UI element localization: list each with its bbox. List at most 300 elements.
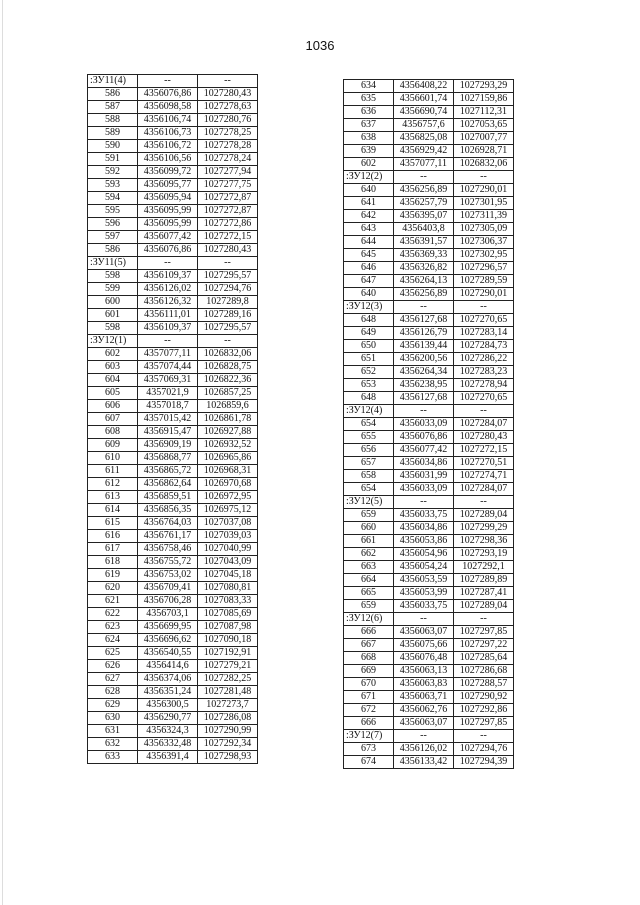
- x-coordinate-cell: 4356699,95: [138, 621, 198, 634]
- table-row: [88, 608, 258, 621]
- y-coordinate-cell: 1027278,24: [198, 153, 258, 166]
- y-coordinate-cell: 1027306,37: [454, 236, 514, 249]
- y-coordinate-cell: 1026822,36: [198, 374, 258, 387]
- x-coordinate-cell: 4356238,95: [394, 379, 454, 392]
- point-number-cell: 597: [88, 231, 138, 244]
- y-coordinate-cell: 1027273,7: [198, 699, 258, 712]
- x-coordinate-cell: --: [138, 335, 198, 348]
- x-coordinate-cell: 4356126,79: [394, 327, 454, 340]
- point-number-cell: 612: [88, 478, 138, 491]
- table-row: [344, 197, 514, 210]
- table-row: [88, 543, 258, 556]
- y-coordinate-cell: --: [198, 75, 258, 88]
- table-row: [344, 509, 514, 522]
- point-number-cell: 626: [88, 660, 138, 673]
- x-coordinate-cell: 4356033,75: [394, 509, 454, 522]
- point-number-cell: 650: [344, 340, 394, 353]
- y-coordinate-cell: 1027289,8: [198, 296, 258, 309]
- table-row: [344, 574, 514, 587]
- table-row: [88, 348, 258, 361]
- x-coordinate-cell: 4356764,03: [138, 517, 198, 530]
- table-row: [88, 88, 258, 101]
- x-coordinate-cell: 4356076,86: [138, 88, 198, 101]
- y-coordinate-cell: 1026859,6: [198, 400, 258, 413]
- x-coordinate-cell: 4356391,4: [138, 751, 198, 764]
- table-row: [88, 725, 258, 738]
- y-coordinate-cell: 1027045,18: [198, 569, 258, 582]
- y-coordinate-cell: 1027272,15: [454, 444, 514, 457]
- y-coordinate-cell: 1027283,23: [454, 366, 514, 379]
- point-number-cell: 634: [344, 80, 394, 93]
- x-coordinate-cell: 4356126,02: [138, 283, 198, 296]
- x-coordinate-cell: --: [394, 301, 454, 314]
- point-number-cell: 594: [88, 192, 138, 205]
- y-coordinate-cell: 1027280,43: [198, 88, 258, 101]
- table-row: [88, 621, 258, 634]
- point-number-cell: :ЗУ12(4): [344, 405, 394, 418]
- point-number-cell: 614: [88, 504, 138, 517]
- y-coordinate-cell: 1026832,06: [454, 158, 514, 171]
- point-number-cell: 620: [88, 582, 138, 595]
- table-row: [344, 548, 514, 561]
- table-row: [344, 288, 514, 301]
- table-row: [344, 210, 514, 223]
- point-number-cell: 642: [344, 210, 394, 223]
- point-number-cell: :ЗУ11(5): [88, 257, 138, 270]
- table-row: [344, 522, 514, 535]
- table-row: [88, 283, 258, 296]
- table-row: [344, 639, 514, 652]
- x-coordinate-cell: 4356063,71: [394, 691, 454, 704]
- x-coordinate-cell: 4356264,13: [394, 275, 454, 288]
- point-number-cell: 599: [88, 283, 138, 296]
- x-coordinate-cell: 4356033,09: [394, 418, 454, 431]
- point-number-cell: 596: [88, 218, 138, 231]
- table-row: [88, 491, 258, 504]
- x-coordinate-cell: 4356127,68: [394, 314, 454, 327]
- point-number-cell: 589: [88, 127, 138, 140]
- point-number-cell: 604: [88, 374, 138, 387]
- y-coordinate-cell: 1027270,51: [454, 457, 514, 470]
- x-coordinate-cell: 4356391,57: [394, 236, 454, 249]
- table-row: [344, 145, 514, 158]
- x-coordinate-cell: --: [394, 496, 454, 509]
- table-row: [88, 75, 258, 88]
- point-number-cell: 671: [344, 691, 394, 704]
- x-coordinate-cell: 4356324,3: [138, 725, 198, 738]
- x-coordinate-cell: 4357069,31: [138, 374, 198, 387]
- x-coordinate-cell: 4356326,82: [394, 262, 454, 275]
- x-coordinate-cell: 4356127,68: [394, 392, 454, 405]
- x-coordinate-cell: 4356095,94: [138, 192, 198, 205]
- y-coordinate-cell: 1027037,08: [198, 517, 258, 530]
- x-coordinate-cell: 4356696,62: [138, 634, 198, 647]
- point-number-cell: :ЗУ12(1): [88, 335, 138, 348]
- point-number-cell: 632: [88, 738, 138, 751]
- point-number-cell: 657: [344, 457, 394, 470]
- x-coordinate-cell: 4356540,55: [138, 647, 198, 660]
- y-coordinate-cell: 1027286,08: [198, 712, 258, 725]
- table-row: [88, 465, 258, 478]
- y-coordinate-cell: --: [454, 730, 514, 743]
- y-coordinate-cell: --: [454, 171, 514, 184]
- table-row: [344, 483, 514, 496]
- x-coordinate-cell: 4356758,46: [138, 543, 198, 556]
- x-coordinate-cell: 4356761,17: [138, 530, 198, 543]
- x-coordinate-cell: 4356862,64: [138, 478, 198, 491]
- point-number-cell: 669: [344, 665, 394, 678]
- x-coordinate-cell: 4356703,1: [138, 608, 198, 621]
- table-row: [344, 756, 514, 769]
- y-coordinate-cell: 1027280,43: [454, 431, 514, 444]
- y-coordinate-cell: 1027292,34: [198, 738, 258, 751]
- table-row: [344, 717, 514, 730]
- point-number-cell: 630: [88, 712, 138, 725]
- y-coordinate-cell: 1027302,95: [454, 249, 514, 262]
- y-coordinate-cell: 1027272,86: [198, 218, 258, 231]
- y-coordinate-cell: 1027298,36: [454, 535, 514, 548]
- table-row: [344, 600, 514, 613]
- point-number-cell: 598: [88, 270, 138, 283]
- x-coordinate-cell: 4356868,77: [138, 452, 198, 465]
- x-coordinate-cell: 4356033,09: [394, 483, 454, 496]
- table-row: [344, 587, 514, 600]
- y-coordinate-cell: 1026975,12: [198, 504, 258, 517]
- x-coordinate-cell: 4356332,48: [138, 738, 198, 751]
- point-number-cell: 649: [344, 327, 394, 340]
- y-coordinate-cell: 1027192,91: [198, 647, 258, 660]
- x-coordinate-cell: 4357021,9: [138, 387, 198, 400]
- table-row: [344, 691, 514, 704]
- point-number-cell: 586: [88, 244, 138, 257]
- table-row: [88, 686, 258, 699]
- x-coordinate-cell: 4356109,37: [138, 270, 198, 283]
- table-row: [344, 301, 514, 314]
- table-row: [88, 387, 258, 400]
- point-number-cell: 651: [344, 353, 394, 366]
- point-number-cell: 640: [344, 288, 394, 301]
- table-row: [344, 457, 514, 470]
- y-coordinate-cell: 1027292,86: [454, 704, 514, 717]
- x-coordinate-cell: 4356111,01: [138, 309, 198, 322]
- point-number-cell: 619: [88, 569, 138, 582]
- y-coordinate-cell: 1027278,28: [198, 140, 258, 153]
- point-number-cell: 621: [88, 595, 138, 608]
- x-coordinate-cell: 4356139,44: [394, 340, 454, 353]
- y-coordinate-cell: 1027293,19: [454, 548, 514, 561]
- x-coordinate-cell: 4356753,02: [138, 569, 198, 582]
- x-coordinate-cell: 4356095,99: [138, 218, 198, 231]
- y-coordinate-cell: 1027040,99: [198, 543, 258, 556]
- table-row: [344, 730, 514, 743]
- point-number-cell: 592: [88, 166, 138, 179]
- table-row: [344, 392, 514, 405]
- point-number-cell: 654: [344, 483, 394, 496]
- point-number-cell: 645: [344, 249, 394, 262]
- x-coordinate-cell: 4356856,35: [138, 504, 198, 517]
- y-coordinate-cell: 1027284,07: [454, 418, 514, 431]
- point-number-cell: 653: [344, 379, 394, 392]
- table-row: [344, 184, 514, 197]
- x-coordinate-cell: 4356126,02: [394, 743, 454, 756]
- y-coordinate-cell: 1027080,81: [198, 582, 258, 595]
- point-number-cell: 606: [88, 400, 138, 413]
- x-coordinate-cell: 4356395,07: [394, 210, 454, 223]
- y-coordinate-cell: 1027085,69: [198, 608, 258, 621]
- x-coordinate-cell: 4356351,24: [138, 686, 198, 699]
- table-row: [88, 478, 258, 491]
- point-number-cell: 641: [344, 197, 394, 210]
- y-coordinate-cell: 1027270,65: [454, 392, 514, 405]
- point-number-cell: 667: [344, 639, 394, 652]
- table-row: [88, 140, 258, 153]
- table-row: [88, 634, 258, 647]
- point-number-cell: 611: [88, 465, 138, 478]
- y-coordinate-cell: 1027293,29: [454, 80, 514, 93]
- point-number-cell: 660: [344, 522, 394, 535]
- point-number-cell: 598: [88, 322, 138, 335]
- table-row: [88, 530, 258, 543]
- y-coordinate-cell: 1027289,16: [198, 309, 258, 322]
- x-coordinate-cell: 4356690,74: [394, 106, 454, 119]
- table-row: [88, 439, 258, 452]
- y-coordinate-cell: 1027289,04: [454, 509, 514, 522]
- point-number-cell: 637: [344, 119, 394, 132]
- x-coordinate-cell: 4356126,32: [138, 296, 198, 309]
- y-coordinate-cell: --: [454, 301, 514, 314]
- x-coordinate-cell: --: [394, 613, 454, 626]
- table-row: [88, 569, 258, 582]
- point-number-cell: 673: [344, 743, 394, 756]
- x-coordinate-cell: 4356063,07: [394, 717, 454, 730]
- x-coordinate-cell: 4357015,42: [138, 413, 198, 426]
- table-row: [88, 114, 258, 127]
- x-coordinate-cell: 4357077,11: [394, 158, 454, 171]
- point-number-cell: 586: [88, 88, 138, 101]
- point-number-cell: 659: [344, 509, 394, 522]
- y-coordinate-cell: 1027281,48: [198, 686, 258, 699]
- x-coordinate-cell: 4356098,58: [138, 101, 198, 114]
- point-number-cell: :ЗУ12(6): [344, 613, 394, 626]
- point-number-cell: 605: [88, 387, 138, 400]
- table-row: [344, 665, 514, 678]
- table-row: [88, 374, 258, 387]
- table-row: [88, 751, 258, 764]
- y-coordinate-cell: 1026861,78: [198, 413, 258, 426]
- y-coordinate-cell: --: [198, 257, 258, 270]
- point-number-cell: 638: [344, 132, 394, 145]
- x-coordinate-cell: 4356063,07: [394, 626, 454, 639]
- y-coordinate-cell: 1026832,06: [198, 348, 258, 361]
- y-coordinate-cell: 1027277,94: [198, 166, 258, 179]
- x-coordinate-cell: 4356133,42: [394, 756, 454, 769]
- table-row: [344, 236, 514, 249]
- y-coordinate-cell: 1027285,64: [454, 652, 514, 665]
- table-row: [88, 270, 258, 283]
- table-row: [344, 743, 514, 756]
- x-coordinate-cell: 4356290,77: [138, 712, 198, 725]
- x-coordinate-cell: 4356825,08: [394, 132, 454, 145]
- x-coordinate-cell: --: [394, 405, 454, 418]
- point-number-cell: :ЗУ12(7): [344, 730, 394, 743]
- table-row: [88, 504, 258, 517]
- x-coordinate-cell: 4356109,37: [138, 322, 198, 335]
- table-row: [88, 699, 258, 712]
- x-coordinate-cell: 4356053,99: [394, 587, 454, 600]
- point-number-cell: 629: [88, 699, 138, 712]
- table-row: [88, 556, 258, 569]
- y-coordinate-cell: 1027311,39: [454, 210, 514, 223]
- table-row: [344, 678, 514, 691]
- y-coordinate-cell: --: [454, 496, 514, 509]
- x-coordinate-cell: 4356374,06: [138, 673, 198, 686]
- y-coordinate-cell: 1027299,29: [454, 522, 514, 535]
- y-coordinate-cell: 1027289,04: [454, 600, 514, 613]
- point-number-cell: 647: [344, 275, 394, 288]
- table-row: [88, 153, 258, 166]
- point-number-cell: 654: [344, 418, 394, 431]
- y-coordinate-cell: 1026927,88: [198, 426, 258, 439]
- y-coordinate-cell: 1027305,09: [454, 223, 514, 236]
- y-coordinate-cell: 1027090,18: [198, 634, 258, 647]
- x-coordinate-cell: 4356408,22: [394, 80, 454, 93]
- point-number-cell: 616: [88, 530, 138, 543]
- x-coordinate-cell: --: [138, 257, 198, 270]
- point-number-cell: 607: [88, 413, 138, 426]
- y-coordinate-cell: 1027292,1: [454, 561, 514, 574]
- point-number-cell: 652: [344, 366, 394, 379]
- y-coordinate-cell: 1027053,65: [454, 119, 514, 132]
- point-number-cell: 655: [344, 431, 394, 444]
- point-number-cell: 662: [344, 548, 394, 561]
- point-number-cell: 591: [88, 153, 138, 166]
- x-coordinate-cell: 4356414,6: [138, 660, 198, 673]
- point-number-cell: 666: [344, 626, 394, 639]
- table-row: [344, 652, 514, 665]
- point-number-cell: 646: [344, 262, 394, 275]
- point-number-cell: 631: [88, 725, 138, 738]
- point-number-cell: 666: [344, 717, 394, 730]
- point-number-cell: 615: [88, 517, 138, 530]
- x-coordinate-cell: 4356106,74: [138, 114, 198, 127]
- table-row: [344, 405, 514, 418]
- table-row: [88, 660, 258, 673]
- y-coordinate-cell: 1026965,86: [198, 452, 258, 465]
- x-coordinate-cell: 4356106,73: [138, 127, 198, 140]
- x-coordinate-cell: 4356706,28: [138, 595, 198, 608]
- point-number-cell: 595: [88, 205, 138, 218]
- point-number-cell: 613: [88, 491, 138, 504]
- y-coordinate-cell: 1027007,77: [454, 132, 514, 145]
- y-coordinate-cell: 1027290,01: [454, 184, 514, 197]
- x-coordinate-cell: 4356755,72: [138, 556, 198, 569]
- point-number-cell: 624: [88, 634, 138, 647]
- x-coordinate-cell: 4356865,72: [138, 465, 198, 478]
- y-coordinate-cell: 1027296,57: [454, 262, 514, 275]
- x-coordinate-cell: 4356264,34: [394, 366, 454, 379]
- table-row: [344, 275, 514, 288]
- y-coordinate-cell: 1027284,73: [454, 340, 514, 353]
- y-coordinate-cell: 1026932,52: [198, 439, 258, 452]
- point-number-cell: 672: [344, 704, 394, 717]
- table-row: [88, 127, 258, 140]
- x-coordinate-cell: 4356053,86: [394, 535, 454, 548]
- table-row: [344, 444, 514, 457]
- x-coordinate-cell: 4356257,79: [394, 197, 454, 210]
- x-coordinate-cell: 4356031,99: [394, 470, 454, 483]
- y-coordinate-cell: 1027278,25: [198, 127, 258, 140]
- point-number-cell: 628: [88, 686, 138, 699]
- point-number-cell: 670: [344, 678, 394, 691]
- y-coordinate-cell: 1027297,85: [454, 717, 514, 730]
- x-coordinate-cell: 4357018,7: [138, 400, 198, 413]
- point-number-cell: 625: [88, 647, 138, 660]
- y-coordinate-cell: 1027279,21: [198, 660, 258, 673]
- x-coordinate-cell: 4356106,56: [138, 153, 198, 166]
- table-row: [88, 712, 258, 725]
- point-number-cell: 587: [88, 101, 138, 114]
- point-number-cell: 636: [344, 106, 394, 119]
- point-number-cell: 617: [88, 543, 138, 556]
- y-coordinate-cell: 1027277,75: [198, 179, 258, 192]
- table-row: [344, 327, 514, 340]
- x-coordinate-cell: 4356256,89: [394, 288, 454, 301]
- x-coordinate-cell: 4356915,47: [138, 426, 198, 439]
- table-row: [88, 595, 258, 608]
- y-coordinate-cell: 1027297,22: [454, 639, 514, 652]
- point-number-cell: 658: [344, 470, 394, 483]
- x-coordinate-cell: --: [138, 75, 198, 88]
- y-coordinate-cell: 1027294,76: [198, 283, 258, 296]
- point-number-cell: 659: [344, 600, 394, 613]
- x-coordinate-cell: 4356929,42: [394, 145, 454, 158]
- table-row: [344, 704, 514, 717]
- table-row: [88, 296, 258, 309]
- point-number-cell: 622: [88, 608, 138, 621]
- x-coordinate-cell: 4356033,75: [394, 600, 454, 613]
- coordinates-table-left: [87, 74, 258, 764]
- y-coordinate-cell: 1027112,31: [454, 106, 514, 119]
- point-number-cell: 590: [88, 140, 138, 153]
- table-row: [344, 496, 514, 509]
- y-coordinate-cell: 1027083,33: [198, 595, 258, 608]
- table-row: [344, 535, 514, 548]
- point-number-cell: 608: [88, 426, 138, 439]
- table-row: [344, 93, 514, 106]
- y-coordinate-cell: 1027294,76: [454, 743, 514, 756]
- y-coordinate-cell: 1027043,09: [198, 556, 258, 569]
- scan-edge-line: [2, 0, 3, 905]
- table-row: [88, 309, 258, 322]
- x-coordinate-cell: 4356300,5: [138, 699, 198, 712]
- y-coordinate-cell: 1026828,75: [198, 361, 258, 374]
- table-row: [88, 361, 258, 374]
- table-row: [344, 106, 514, 119]
- point-number-cell: 603: [88, 361, 138, 374]
- x-coordinate-cell: 4356757,6: [394, 119, 454, 132]
- table-row: [88, 179, 258, 192]
- y-coordinate-cell: 1027297,85: [454, 626, 514, 639]
- point-number-cell: 588: [88, 114, 138, 127]
- point-number-cell: 601: [88, 309, 138, 322]
- table-row: [88, 166, 258, 179]
- page-number: 1036: [305, 38, 335, 53]
- point-number-cell: 674: [344, 756, 394, 769]
- table-row: [88, 322, 258, 335]
- table-row: [88, 205, 258, 218]
- y-coordinate-cell: 1027272,15: [198, 231, 258, 244]
- point-number-cell: 609: [88, 439, 138, 452]
